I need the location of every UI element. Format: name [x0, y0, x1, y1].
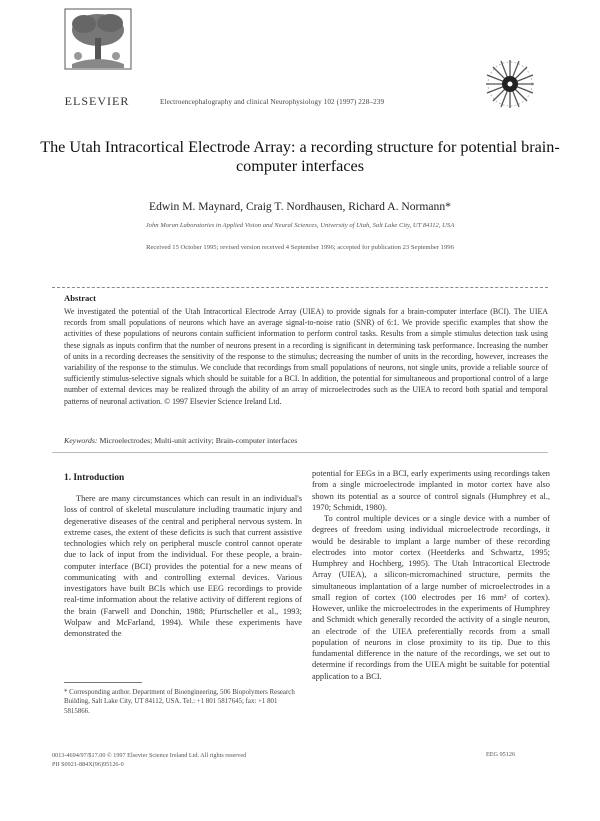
body-column-right — [312, 468, 550, 682]
article-title: The Utah Intracortical Electrode Array: a recording structure for potential brain-computer interfaces — [40, 138, 560, 175]
footnote-divider — [64, 682, 142, 683]
article-code: EEG 95126 — [486, 751, 516, 758]
journal-citation: Electroencephalography and clinical Neurophysiology 102 (1997) 228–239 — [160, 98, 385, 106]
journal-emblem — [482, 56, 538, 112]
keywords-list: Microelectrodes; Multi-unit activity; Brain-computer interfaces — [99, 436, 298, 445]
body-column-left — [64, 493, 302, 639]
keywords-label: Keywords: — [64, 436, 98, 445]
author-list: Edwin M. Maynard, Craig T. Nordhausen, Richard A. Normann* — [149, 200, 451, 213]
author-affiliation: John Moran Laboratories in Applied Vision and Neural Sciences, University of Utah, Salt Lake City, UT 84112, USA — [145, 222, 455, 229]
abstract-heading: Abstract — [64, 293, 96, 303]
section-title-introduction: 1. Introduction — [64, 473, 125, 483]
intro-paragraph-2: To control multiple devices or a single device with a number of degrees of freedom using individual microelectrode recordings, it would be desirable to implant a large number of these recording electrodes into motor cortex (Heetderks and Schwartz, 1995; Humphrey and Hochberg, 1995). The Utah Intracortical Electrode Array (UIEA), a silicon-micromachined structure, permits the simultaneous implantation of a large number of microelectrodes in a small region of cortex (100 electrodes per 16 mm² of cortex). However, unlike the microelectrodes in the experiments of Humphrey and Schmidt which generally recorded the activity of a single neuron, an electrode of the UIEA preferentially records from a small population of neurons in close proximity to its tip. Due to this fundamental difference in the nature of the recordings, we set out to determine if recordings from the UIEA might be suitable for potential application to a BCI. — [312, 514, 550, 681]
pii-line: PII S0921-884X(96)95126-0 — [52, 761, 124, 768]
issn-line: 0013-4694/97/$17.00 © 1997 Elsevier Science Ireland Ltd. All rights reserved — [52, 752, 247, 759]
header-divider — [52, 287, 548, 288]
corresponding-author-footnote: * Corresponding author. Department of Bioengineering, 506 Biopolymers Research Building, Salt Lake City, UT 84112, USA. Tel.: +1 801 5817645; fax: +1 801 5815866. — [64, 689, 295, 715]
publisher-name: ELSEVIER — [64, 94, 130, 108]
keywords-line — [64, 436, 548, 445]
radiating-neuron-emblem-icon — [482, 56, 538, 112]
copyright-block — [52, 751, 302, 769]
intro-paragraph-1: There are many circumstances which can result in an individual's loss of control of skeletal musculature including traumatic injury and degenerative diseases of the central and peripheral nervous system. In extreme cases, the extent of these deficits is such that current assistive technologies which rely on peripheral muscle control cannot operate due to lack of input from the individual. For these people, a brain-computer interface (BCI) provides the potential for a new means of communicating with and controlling external devices. Various investigators have built BCIs which use EEG recordings to provide real-time information about the relative activity of different regions of the brain (Farwell and Donchin, 1988; Pfurtscheller et al., 1993; Wolpaw and McFarland, 1994). While these experiments have demonstrated the — [64, 494, 302, 638]
elsevier-tree-emblem-icon — [64, 8, 132, 70]
abstract-text: We investigated the potential of the Utah Intracortical Electrode Array (UIEA) to provide signals for a brain-computer interface (BCI). The UIEA records from small populations of neurons which have an average signal-to-noise ratio (SNR) of 6:1. We provide specific examples that show the activities of these populations of neurons contain sufficient information to perform control tasks. Results from a simple stimulus detection task using these signals as inputs confirm that the number of neurons present in a recording is significant in determining task performance. Increasing the number of units in a recording decreases the sensitivity of the response to the stimulus; decreasing the number of units in the recording, however, increases the variability of the response to the stimulus. We conclude that recordings from small populations of neurons, not single units, provide a reliable source of sufficiently stimulus-selective signals which should be suitable for a BCI. In addition, the potential for simultaneous and proportional control of a large number of external devices may be realized through the ability of an array of microelectrodes such as the UIEA to record both spatial and temporal patterns of neuronal activation. © 1997 Elsevier Science Ireland Ltd. — [64, 307, 548, 406]
received-dates: Received 15 October 1995; revised version received 4 September 1996; accepted for publication 23 September 1996 — [146, 244, 454, 251]
abstract-divider — [52, 452, 548, 453]
intro-paragraph-1-continued: potential for EEGs in a BCI, early experiments using recordings taken from a single microelectrode implanted in motor cortex have also shown its potential as a source of control signals (Humphrey et al., 1970; Schmidt, 1980). — [312, 469, 550, 512]
